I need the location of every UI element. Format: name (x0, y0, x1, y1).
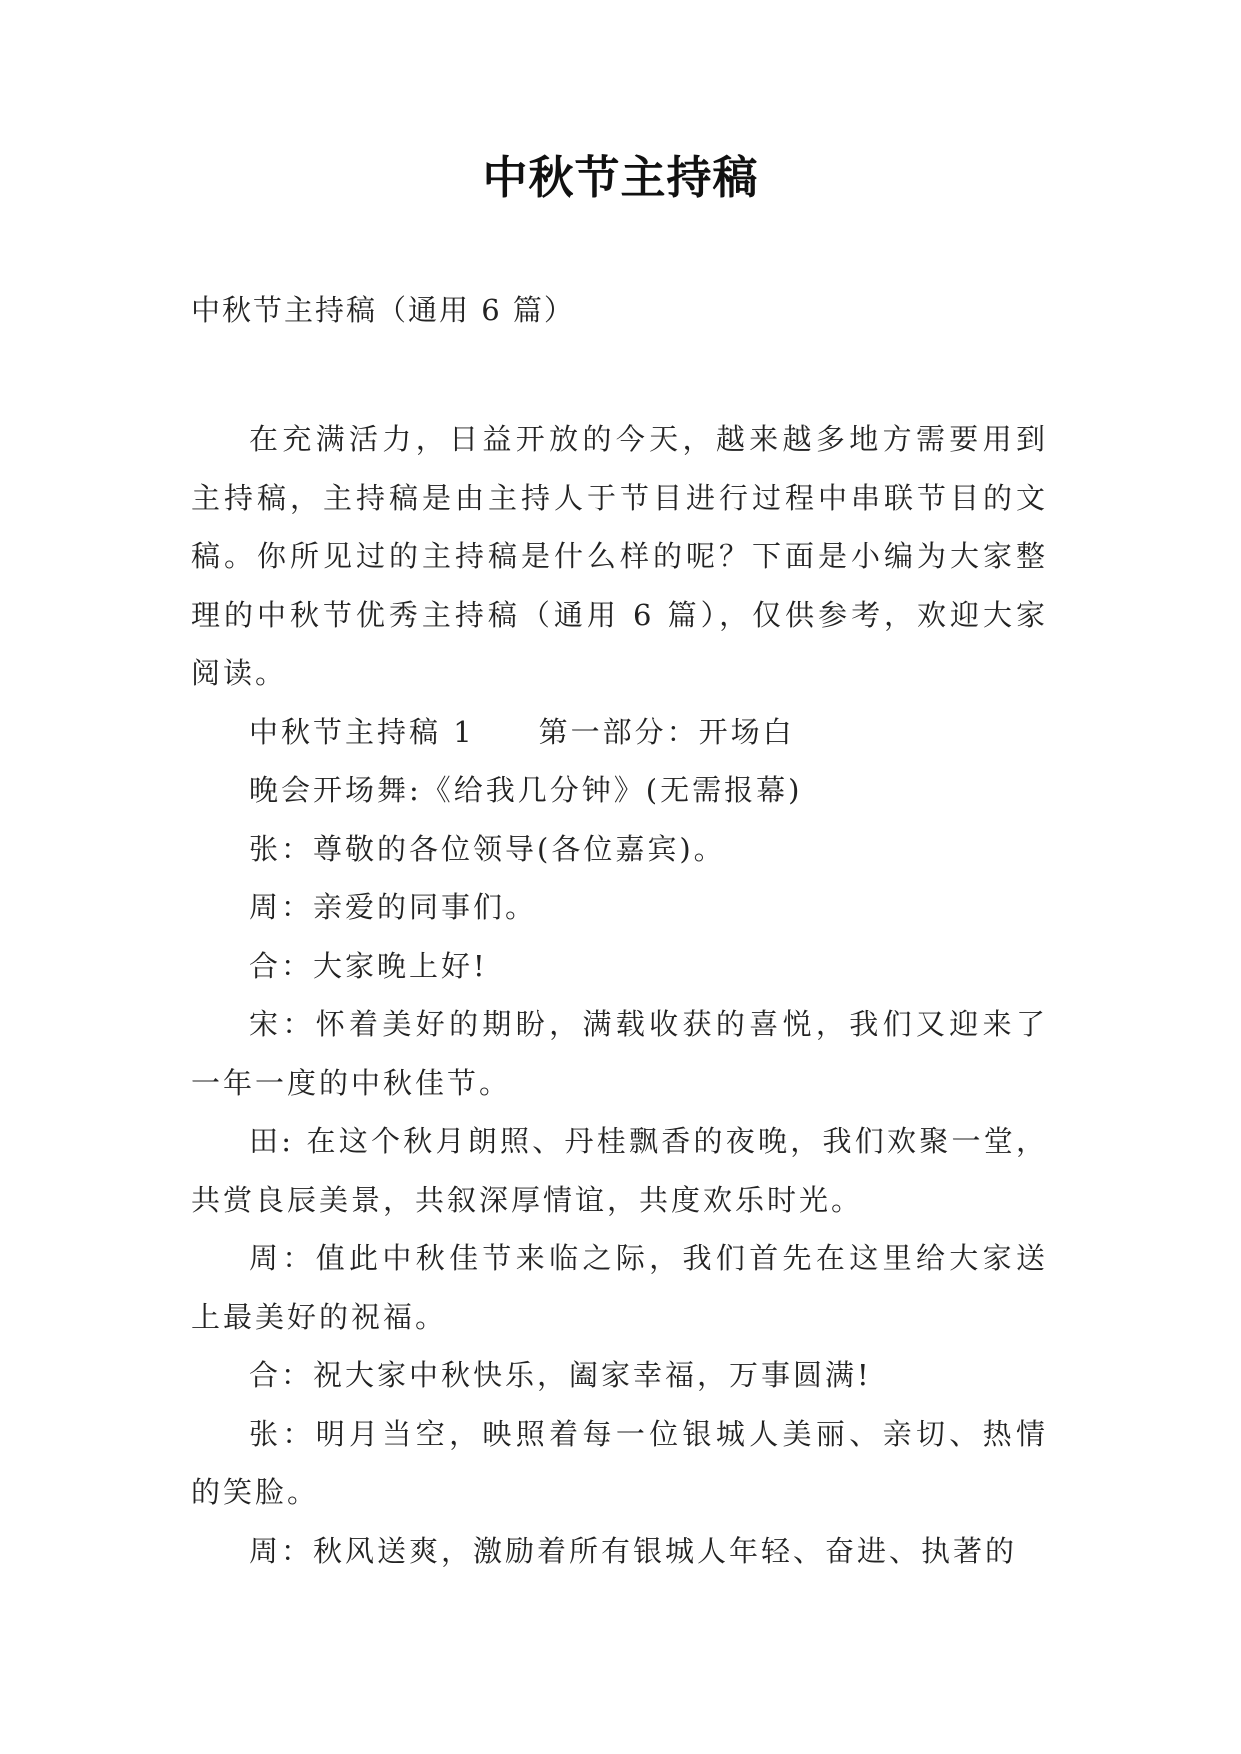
paragraph: 晚会开场舞:《给我几分钟》(无需报幕) (249, 773, 803, 807)
document-title: 中秋节主持稿 (482, 151, 759, 204)
intro-paragraph: 在充满活力，日益开放的今天，越来越多地方需要用到主持稿，主持稿是由主持人于节目进行过程中串联节目的文稿。你所见过的主持稿是什么样的呢？下面是小编为大家整理的中秋节优秀主持稿（通用 6 篇），仅供参考，欢迎大家阅读。 (191, 422, 1048, 690)
section-label: 中秋节主持稿 1 (249, 714, 475, 749)
paragraph: 周：值此中秋佳节来临之际，我们首先在这里给大家送上最美好的祝福。 (191, 1241, 1048, 1334)
paragraph: 合：祝大家中秋快乐，阖家幸福，万事圆满! (249, 1358, 872, 1392)
paragraph: 宋：怀着美好的期盼，满载收获的喜悦，我们又迎来了一年一度的中秋佳节。 (191, 1007, 1048, 1100)
section-heading (191, 703, 1048, 762)
document-body (191, 410, 1048, 1580)
paragraph: 合：大家晚上好! (249, 948, 488, 983)
paragraph: 田: 在这个秋月朗照、丹桂飘香的夜晚，我们欢聚一堂，共赏良辰美景，共叙深厚情谊，共度欢乐时光。 (191, 1124, 1048, 1217)
paragraph: 张：尊敬的各位领导(各位嘉宾)。 (249, 831, 726, 866)
paragraph: 周：亲爱的同事们。 (249, 890, 538, 924)
document-subtitle: 中秋节主持稿（通用 6 篇） (191, 293, 575, 327)
paragraph: 张：明月当空，映照着每一位银城人美丽、亲切、热情的笑脸。 (191, 1416, 1048, 1509)
section-part: 第一部分：开场白 (538, 714, 795, 749)
paragraph: 周：秋风送爽，激励着所有银城人年轻、奋进、执著的 (249, 1533, 1018, 1568)
